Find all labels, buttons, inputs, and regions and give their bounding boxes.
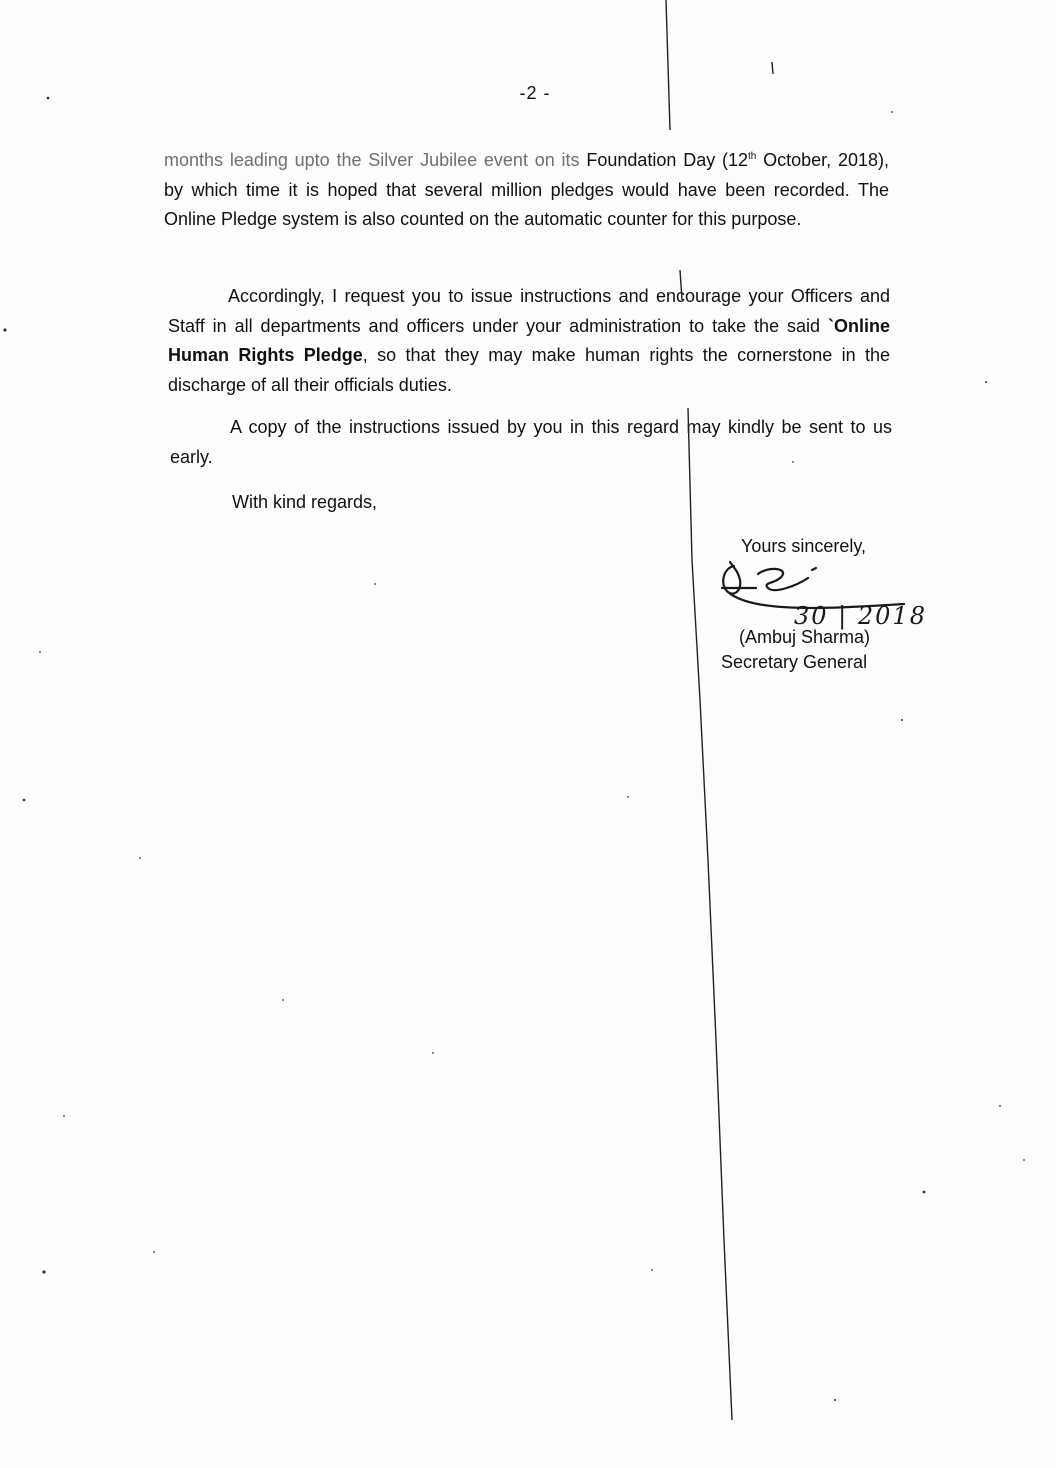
paragraph-request <box>168 282 890 400</box>
ordinal-superscript: th <box>748 151 757 162</box>
faded-text: months leading upto the Silver Jubilee event on its <box>164 150 580 170</box>
scan-speck <box>999 1105 1001 1107</box>
scan-speck <box>63 1115 65 1117</box>
scan-speck <box>891 111 893 113</box>
closing-regards: With kind regards, <box>232 492 378 512</box>
valediction: Yours sincerely, <box>741 536 867 556</box>
signer-title: Secretary General <box>721 652 868 672</box>
scan-speck <box>3 328 6 331</box>
scan-fold-line <box>666 0 670 130</box>
scan-speck <box>139 857 141 859</box>
paragraph-copy-request <box>170 413 892 472</box>
scan-speck <box>374 583 376 585</box>
signer-name: (Ambuj Sharma) <box>739 627 871 647</box>
scan-speck <box>1023 1159 1025 1161</box>
paragraph-text: Foundation Day (12 <box>579 150 749 170</box>
paragraph-text: Accordingly, I request you to issue instructions and encourage your Officers and Staff in all departments and officers under your administration to take the said <box>168 286 890 336</box>
scan-speck <box>834 1399 836 1401</box>
scan-fold-line <box>772 62 773 74</box>
page-number: -2 - <box>519 83 551 103</box>
scan-speck <box>153 1251 155 1253</box>
paragraph-continued <box>164 146 889 235</box>
scan-speck <box>651 1269 653 1271</box>
scan-speck <box>985 381 987 383</box>
paragraph-text: October, 2018), by which time it is hoped that several million pledges would have been recorded. The Online Pledge system is also counted on the automatic counter for this purpose. <box>164 150 890 229</box>
signature-stroke <box>758 569 808 590</box>
scan-speck <box>39 651 41 653</box>
paragraph-text: A copy of the instructions issued by you in this regard may kindly be sent to us early. <box>170 417 892 467</box>
scan-speck <box>432 1052 434 1054</box>
scan-speck <box>42 1270 45 1273</box>
scan-speck <box>627 796 629 798</box>
scan-speck <box>282 999 284 1001</box>
signature-stroke <box>812 568 816 570</box>
pledge-name-bold: `Online Human Rights Pledge <box>168 315 890 365</box>
paragraph-text: , so that they may make human rights the cornerstone in the discharge of all their officials duties. <box>168 345 890 395</box>
scan-speck <box>901 719 903 721</box>
handwritten-signature <box>712 558 952 638</box>
handwritten-date: 30 | 2018 <box>794 602 927 630</box>
scan-speck <box>23 799 26 802</box>
scan-speck <box>923 1191 926 1194</box>
